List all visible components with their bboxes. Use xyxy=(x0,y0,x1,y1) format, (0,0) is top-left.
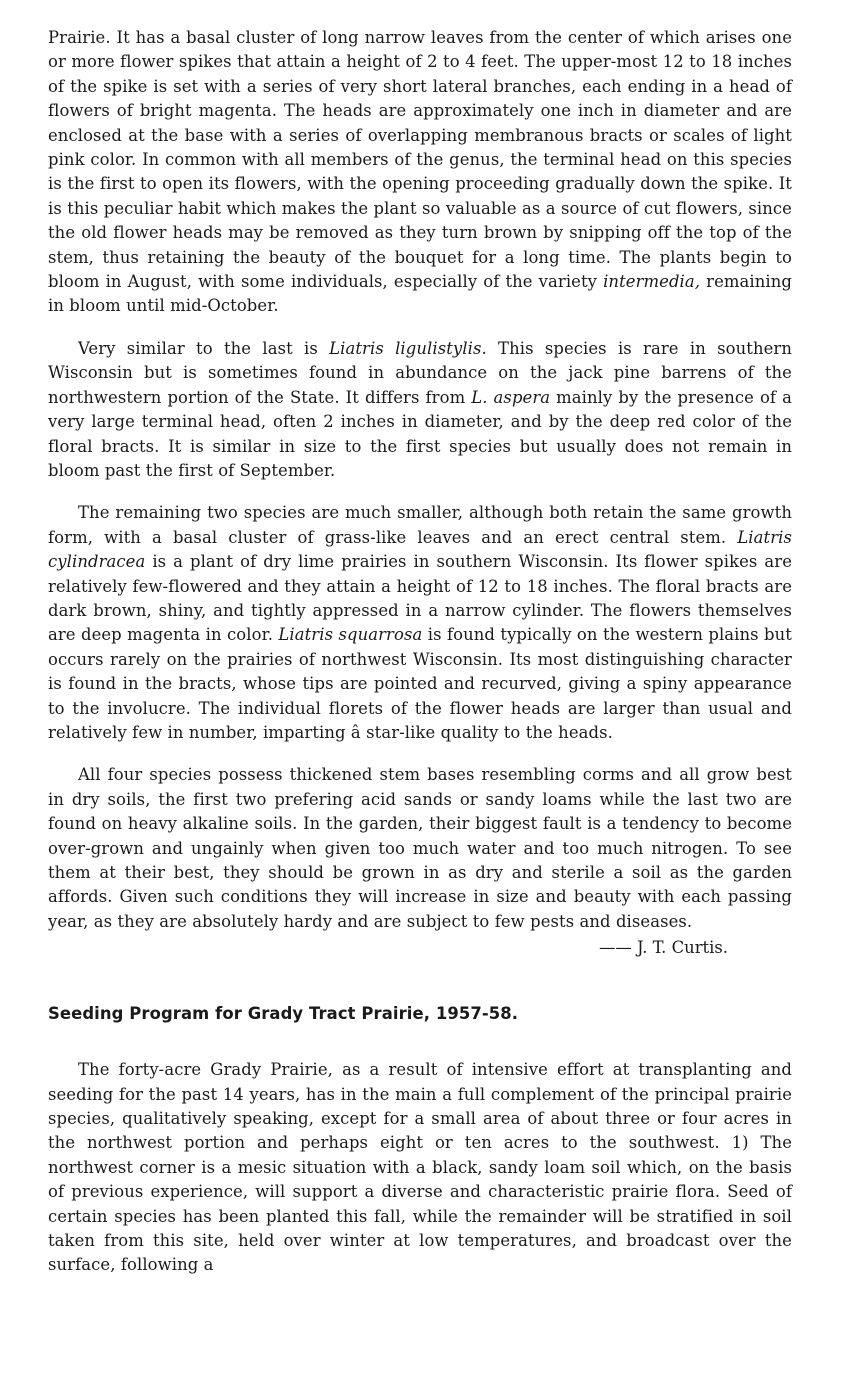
author-signature: —— J. T. Curtis. xyxy=(598,938,728,958)
paragraph-text: remaining in bloom until mid-October. xyxy=(48,272,792,316)
paragraph-text: is a plant of dry lime prairies in southern Wisconsin. Its flower spikes are relatively few-flowered and they attain a height of 12 to 18 inches. The floral bracts are dark brown, shiny, and tightly appressed in a narrow cylinder. The flowers themselves are deep magenta in color. xyxy=(48,552,792,645)
paragraph-text: mainly by the presence of a very large terminal head, often 2 inches in diameter, and by the deep red color of the floral bracts. It is similar in size to the first species but usually does not remain in bloom past the first of September. xyxy=(48,387,792,480)
italic-term-l-aspera: L. aspera xyxy=(471,387,551,407)
paragraph-text: Prairie. It has a basal cluster of long narrow leaves from the center of which arises one or more flower spikes that attain a height of 2 to 4 feet. The upper-most 12 to 18 inches of the spike is set with a series of very short lateral branches, each ending in a head of flowers of bright magenta. The heads are approximately one inch in diameter and are enclosed at the base with a series of overlapping membranous bracts or scales of light pink color. In common with all members of the genus, the terminal head on this species is the first to open its flowers, with the opening proceeding gradually down the spike. It is this peculiar habit which makes the plant so valuable as a source of cut flowers, since the old flower heads may be removed as they turn brown by snipping off the top of the stem, thus retaining the beauty of the bouquet for a long time. The plants begin to bloom in August, with some individuals, especially of the variety xyxy=(48,28,792,292)
italic-term-liatris-cylindracea: Liatris cylindracea xyxy=(48,527,792,572)
section-heading: Seeding Program for Grady Tract Prairie, 1957-58. xyxy=(48,1004,519,1024)
paragraph-liatris-ligulistylis xyxy=(48,337,792,483)
paragraph-grady-prairie: The forty-acre Grady Prairie, as a result of intensive effort at transplanting and seeding for the past 14 years, has in the main a full complement of the principal prairie species, qualitatively speaking, except for a small area of about three or four acres in the northwest portion and perhaps eight or ten acres to the southwest. 1) The northwest corner is a mesic situation with a black, sandy loam soil which, on the basis of previous experience, will support a diverse and characteristic prairie flora. Seed of certain species has been planted this fall, while the remainder will be stratified in soil taken from this site, held over winter at low temperatures, and broadcast over the surface, following a xyxy=(48,1060,792,1275)
paragraph-text: The remaining two species are much smaller, although both retain the same growth form, with a basal cluster of grass-like leaves and an erect central stem. xyxy=(48,503,792,547)
paragraph-text: This species is rare in southern Wisconsin but is sometimes found in abundance on the jack pine barrens of the northwestern portion of the State. It differs from xyxy=(48,338,792,407)
paragraph-all-four-species: All four species possess thickened stem bases resembling corms and all grow best in dry soils, the first two prefering acid sands or sandy loams while the last two are found on heavy alkaline soils. In the garden, their biggest fault is a tendency to become over-grown and ungainly when given too much water and too much nitrogen. To see them at their best, they should be grown in as dry and sterile a soil as the garden affords. Given such conditions they will increase in size and beauty with each passing year, as they are absolutely hardy and are subject to few pests and diseases. xyxy=(48,765,792,931)
paragraph-text: is found typically on the western plains but occurs rarely on the prairies of northwest Wisconsin. Its most distinguishing character is found in the bracts, whose tips are pointed and recurved, giving a spiny appearance to the involucre. The individual florets of the flower heads are larger than usual and relatively few in number, imparting â star-like quality to the heads. xyxy=(48,625,792,742)
italic-term-liatris-squarrosa: Liatris squarrosa xyxy=(278,625,423,645)
paragraph-remaining-species xyxy=(48,501,792,745)
italic-term-intermedia: intermedia, xyxy=(603,272,701,292)
paragraph-text: Very similar to the last is xyxy=(78,338,330,358)
paragraph-liatris-aspera xyxy=(48,26,792,319)
italic-term-liatris-ligulistylis: Liatris ligulistylis. xyxy=(329,338,487,358)
document-page xyxy=(48,26,792,1278)
